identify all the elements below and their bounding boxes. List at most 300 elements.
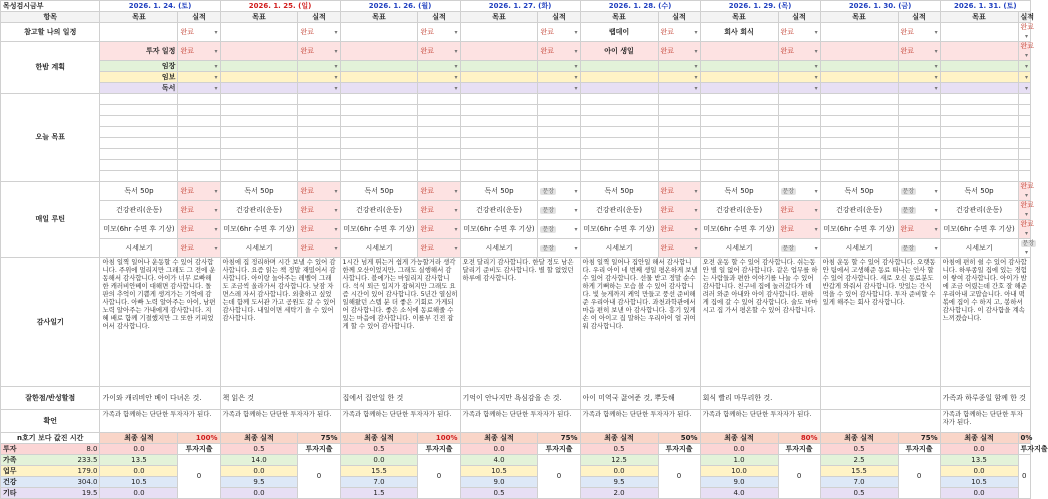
reading-status-cell[interactable] bbox=[538, 83, 580, 94]
today-goal-status[interactable] bbox=[298, 149, 340, 160]
ref-status-cell[interactable] bbox=[538, 23, 580, 42]
today-goal-status[interactable] bbox=[538, 149, 580, 160]
today-goal-cell[interactable] bbox=[100, 105, 178, 116]
sheet-title: 목성검시금부 bbox=[1, 1, 100, 12]
today-goal-cell[interactable] bbox=[700, 94, 778, 105]
imjang-status-cell[interactable] bbox=[898, 61, 940, 72]
imjang-goal-cell[interactable] bbox=[580, 61, 658, 72]
routine-item: 독서 50p bbox=[820, 182, 898, 201]
today-goal-cell[interactable] bbox=[220, 171, 298, 182]
affirmation-text[interactable]: 가족과 함께하는 단단한 투자자가 된다. bbox=[220, 410, 340, 433]
dropdown-arrow-icon: ▾ bbox=[214, 187, 218, 195]
today-goal-cell[interactable] bbox=[460, 138, 538, 149]
affirmation-text[interactable]: 가족과 함께하는 단단한 투자자가 된다. bbox=[700, 410, 820, 433]
date-header: 2026. 1. 28. (수) bbox=[580, 1, 700, 12]
dropdown-arrow-icon: ▾ bbox=[934, 28, 938, 36]
routine-status[interactable] bbox=[298, 201, 340, 220]
today-goal-status[interactable] bbox=[538, 127, 580, 138]
gratitude-text[interactable]: 오전 운동 할 수 있어 감사합니다. 쉬는동안 별 일 없어 감사합니다. 같은 업무를 하는 사람들과 편한 이야기를 나눌 수 있어 감사합니다. 친구네 집에 놀러갔다가 데려러 와준 아내와 아이 감사합니다. 편하게 집에 갈 수 있어 감사합니다. 술도 마마시고 집 가서 평온할 수 있어 감사합니다. bbox=[700, 258, 820, 387]
time-value: 10.0 bbox=[700, 466, 778, 477]
today-goal-status[interactable] bbox=[418, 105, 460, 116]
routine-status[interactable] bbox=[658, 239, 700, 258]
imbo-goal-cell[interactable] bbox=[700, 72, 778, 83]
routine-status[interactable] bbox=[538, 239, 580, 258]
ref-status-cell[interactable] bbox=[298, 23, 340, 42]
routine-status[interactable] bbox=[418, 239, 460, 258]
routine-status[interactable] bbox=[1018, 182, 1035, 201]
imjang-goal-cell[interactable] bbox=[220, 61, 298, 72]
today-goal-status[interactable] bbox=[1018, 149, 1030, 160]
gratitude-text[interactable]: 아침에 편히 쉴 수 있어 감사합니다. 하루종일 집에 있는 경험이 쌓여 감사합니다. 아이가 밤에 조금 어렸는데 간호 잘 해준 우리아내 고맙습니다. 아내 떡볶에 집이 수 하지 고, 봉하셔 감사합니다. 이 감사함을 계속 느끼겠습니다. bbox=[940, 258, 1030, 387]
ref-goal-cell[interactable] bbox=[820, 23, 898, 42]
today-goal-cell[interactable] bbox=[820, 127, 898, 138]
imjang-goal-cell[interactable] bbox=[700, 61, 778, 72]
today-goal-cell[interactable] bbox=[220, 138, 298, 149]
today-goal-status[interactable] bbox=[778, 160, 820, 171]
routine-item: 독서 50p bbox=[700, 182, 778, 201]
routine-status[interactable] bbox=[898, 220, 940, 239]
today-goal-status[interactable] bbox=[778, 149, 820, 160]
reflection-text[interactable]: 가족과 하루종일 함께 한 것 bbox=[940, 387, 1030, 410]
imbo-goal-cell[interactable] bbox=[940, 72, 1018, 83]
today-goal-status[interactable] bbox=[1018, 127, 1030, 138]
reading-goal-cell[interactable] bbox=[580, 83, 658, 94]
invest-schedule-goal-cell[interactable] bbox=[940, 42, 1018, 61]
dropdown-arrow-icon: ▾ bbox=[694, 244, 698, 252]
routine-status[interactable] bbox=[298, 182, 340, 201]
today-goal-cell[interactable] bbox=[580, 127, 658, 138]
reflection-text[interactable]: 책 읽은 것 bbox=[220, 387, 340, 410]
today-goal-cell[interactable] bbox=[340, 160, 418, 171]
imjang-goal-cell[interactable] bbox=[460, 61, 538, 72]
dropdown-arrow-icon: ▾ bbox=[574, 73, 578, 81]
dropdown-arrow-icon: ▾ bbox=[214, 28, 218, 36]
today-goal-status[interactable] bbox=[658, 105, 700, 116]
today-goal-cell[interactable] bbox=[820, 138, 898, 149]
imbo-goal-cell[interactable] bbox=[580, 72, 658, 83]
today-goal-status[interactable] bbox=[1018, 138, 1030, 149]
routine-status[interactable] bbox=[178, 220, 220, 239]
time-value: 2.0 bbox=[580, 488, 658, 499]
dropdown-arrow-icon: ▾ bbox=[574, 62, 578, 70]
ref-goal-cell[interactable] bbox=[340, 23, 418, 42]
affirmation-text[interactable]: 가족과 함께하는 단단한 투자자가 된다. bbox=[460, 410, 580, 433]
today-goal-cell[interactable] bbox=[460, 116, 538, 127]
today-goal-status[interactable] bbox=[418, 94, 460, 105]
today-goal-cell[interactable] bbox=[340, 105, 418, 116]
invest-schedule-goal-cell[interactable] bbox=[700, 42, 778, 61]
today-goal-status[interactable] bbox=[538, 160, 580, 171]
today-goal-cell[interactable] bbox=[820, 149, 898, 160]
today-goal-cell[interactable] bbox=[100, 149, 178, 160]
today-goal-status[interactable] bbox=[178, 160, 220, 171]
routine-status[interactable] bbox=[778, 182, 820, 201]
invest-schedule-status-cell[interactable] bbox=[298, 42, 340, 61]
imjang-status-cell[interactable] bbox=[658, 61, 700, 72]
today-goal-status[interactable] bbox=[418, 149, 460, 160]
today-goal-cell[interactable] bbox=[700, 105, 778, 116]
today-goal-cell[interactable] bbox=[940, 94, 1018, 105]
invest-expense-value[interactable]: 0 bbox=[658, 455, 700, 499]
ref-goal-cell[interactable] bbox=[100, 23, 178, 42]
today-goal-status[interactable] bbox=[1018, 105, 1030, 116]
invest-schedule-label-cell bbox=[100, 42, 178, 61]
today-goal-cell[interactable] bbox=[940, 171, 1018, 182]
reading-status-cell[interactable] bbox=[178, 83, 220, 94]
today-goal-status[interactable] bbox=[178, 149, 220, 160]
routine-status[interactable] bbox=[658, 201, 700, 220]
invest-expense-value[interactable]: 0 bbox=[418, 455, 460, 499]
imbo-goal-cell[interactable] bbox=[340, 72, 418, 83]
routine-item: 건강관리(운동) bbox=[940, 201, 1018, 220]
today-goal-status[interactable] bbox=[658, 94, 700, 105]
invest-expense-value[interactable]: 0 bbox=[1018, 455, 1030, 499]
date-header: 2026. 1. 26. (월) bbox=[340, 1, 460, 12]
ref-status-cell[interactable] bbox=[898, 23, 940, 42]
today-goal-status[interactable] bbox=[298, 160, 340, 171]
today-goal-status[interactable] bbox=[898, 127, 940, 138]
imjang-goal-cell[interactable] bbox=[940, 61, 1018, 72]
today-goal-status[interactable] bbox=[898, 160, 940, 171]
today-goal-status[interactable] bbox=[418, 160, 460, 171]
gratitude-text[interactable]: 아침 운동 할 수 있어 감사합니다. 오랫동안 팀에서 고생해준 동료 떠나는 인사 할 수 있어 감사합니다. 새로 오신 동료분도 반갑게 와줘서 감사합니다. 맛있는 간식 먹을 수 있어 감사합니다. 투자 준비할 수 있게 해주는 회사 감사합니다. bbox=[820, 258, 940, 387]
today-goal-cell[interactable] bbox=[340, 127, 418, 138]
routine-status[interactable] bbox=[538, 182, 580, 201]
today-goal-status[interactable] bbox=[658, 116, 700, 127]
imbo-status-cell[interactable] bbox=[658, 72, 700, 83]
invest-schedule-status-cell[interactable] bbox=[778, 42, 820, 61]
reflection-text[interactable] bbox=[820, 387, 940, 410]
invest-status: 완료 bbox=[660, 46, 675, 55]
ref-goal-cell[interactable] bbox=[940, 23, 1018, 42]
today-goal-cell[interactable] bbox=[100, 160, 178, 171]
routine-status[interactable] bbox=[778, 201, 820, 220]
today-goal-status[interactable] bbox=[898, 94, 940, 105]
today-goal-cell[interactable] bbox=[340, 116, 418, 127]
today-goal-cell[interactable] bbox=[100, 171, 178, 182]
affirmation-label: 확언 bbox=[1, 410, 100, 433]
today-goal-status[interactable] bbox=[298, 138, 340, 149]
imbo-status-cell[interactable] bbox=[298, 72, 340, 83]
today-goal-cell[interactable] bbox=[460, 127, 538, 138]
today-goal-status[interactable] bbox=[778, 171, 820, 182]
today-goal-status[interactable] bbox=[538, 138, 580, 149]
imbo-status-cell[interactable] bbox=[178, 72, 220, 83]
today-goal-status[interactable] bbox=[1018, 116, 1030, 127]
gratitude-text[interactable]: 아침에 집 정리하며 시간 보낼 수 있어 감사합니다. 요즘 읽는 책 정말 재밌어서 감사합니다. 아이랑 놀아주는 레벨이 그래도 조금씩 올라가서 감사합니다. 낮잠 자면스레 자서 감사합니다. 외출하고 싶었는데 함께 도서관 가고 공원도 갈 수 있어 감사합니다. 내일이면 세탁기 을 수 있어 감사합니다. bbox=[220, 258, 340, 387]
today-goal-cell[interactable] bbox=[100, 116, 178, 127]
today-goal-status[interactable] bbox=[178, 116, 220, 127]
ref-status-cell[interactable] bbox=[1018, 23, 1035, 42]
reading-status-cell[interactable] bbox=[1018, 83, 1030, 94]
invest-expense-value[interactable]: 0 bbox=[538, 455, 580, 499]
invest-expense-value[interactable]: 0 bbox=[178, 455, 220, 499]
today-goal-status[interactable] bbox=[658, 171, 700, 182]
today-goal-cell[interactable] bbox=[820, 171, 898, 182]
dropdown-arrow-icon: ▾ bbox=[454, 62, 458, 70]
time-value: 0.0 bbox=[940, 488, 1018, 499]
routine-status[interactable] bbox=[1018, 201, 1035, 220]
today-goal-status[interactable] bbox=[898, 171, 940, 182]
today-goal-status[interactable] bbox=[538, 94, 580, 105]
routine-status[interactable] bbox=[178, 201, 220, 220]
today-goal-status[interactable] bbox=[898, 149, 940, 160]
today-goal-cell[interactable] bbox=[100, 127, 178, 138]
today-goal-cell[interactable] bbox=[700, 138, 778, 149]
today-goal-cell[interactable] bbox=[460, 105, 538, 116]
today-goal-status[interactable] bbox=[178, 127, 220, 138]
ref-status-cell[interactable] bbox=[658, 23, 700, 42]
today-goal-cell[interactable] bbox=[460, 149, 538, 160]
today-goal-status[interactable] bbox=[1018, 171, 1030, 182]
today-goal-status[interactable] bbox=[778, 127, 820, 138]
today-goal-status[interactable] bbox=[178, 138, 220, 149]
routine-status[interactable] bbox=[658, 220, 700, 239]
invest-schedule-status-cell[interactable] bbox=[658, 42, 700, 61]
today-goal-cell[interactable] bbox=[820, 160, 898, 171]
date-header: 2026. 1. 25. (일) bbox=[220, 1, 340, 12]
invest-schedule-status-cell[interactable] bbox=[538, 42, 580, 61]
today-goal-status[interactable] bbox=[778, 138, 820, 149]
today-goal-cell[interactable] bbox=[340, 171, 418, 182]
today-goal-status[interactable] bbox=[898, 105, 940, 116]
today-goal-status[interactable] bbox=[658, 160, 700, 171]
invest-schedule-status-cell[interactable] bbox=[898, 42, 940, 61]
today-goal-cell[interactable] bbox=[940, 127, 1018, 138]
today-goal-status[interactable] bbox=[178, 94, 220, 105]
invest-expense-value[interactable]: 0 bbox=[298, 455, 340, 499]
reading-status-cell[interactable] bbox=[778, 83, 820, 94]
imbo-goal-cell[interactable] bbox=[820, 72, 898, 83]
imjang-status-cell[interactable] bbox=[778, 61, 820, 72]
today-goal-cell[interactable] bbox=[340, 149, 418, 160]
today-goal-status[interactable] bbox=[778, 116, 820, 127]
today-goal-cell[interactable] bbox=[820, 116, 898, 127]
reflection-text[interactable]: 가이와 캐리비안 베이 다녀온 것. bbox=[100, 387, 220, 410]
today-goal-status[interactable] bbox=[658, 138, 700, 149]
today-goal-cell[interactable] bbox=[460, 160, 538, 171]
invest-schedule-status-cell[interactable] bbox=[418, 42, 460, 61]
routine-status[interactable] bbox=[778, 220, 820, 239]
today-goal-status[interactable] bbox=[538, 116, 580, 127]
today-goal-status[interactable] bbox=[298, 116, 340, 127]
today-goal-cell[interactable] bbox=[220, 127, 298, 138]
ref-goal-cell[interactable]: 회사 회식 bbox=[700, 23, 778, 42]
today-goal-status[interactable] bbox=[298, 94, 340, 105]
today-goal-status[interactable] bbox=[178, 105, 220, 116]
today-goal-cell[interactable] bbox=[580, 149, 658, 160]
routine-status-value: 완료 bbox=[660, 243, 675, 252]
today-goal-cell[interactable] bbox=[100, 94, 178, 105]
routine-status[interactable] bbox=[418, 182, 460, 201]
today-goal-status[interactable] bbox=[1018, 94, 1030, 105]
today-goal-status[interactable] bbox=[418, 138, 460, 149]
ref-status-cell[interactable] bbox=[178, 23, 220, 42]
dropdown-arrow-icon: ▾ bbox=[1024, 249, 1028, 256]
final-actual-label bbox=[340, 433, 418, 444]
affirmation-text[interactable]: 가족과 함께하는 단단한 투자자가 된다. bbox=[580, 410, 700, 433]
today-goal-cell[interactable] bbox=[340, 94, 418, 105]
ref-status-cell[interactable] bbox=[418, 23, 460, 42]
today-goal-status[interactable] bbox=[418, 116, 460, 127]
today-goal-cell[interactable] bbox=[580, 105, 658, 116]
invest-expense-value[interactable]: 0 bbox=[778, 455, 820, 499]
imbo-status-cell[interactable] bbox=[418, 72, 460, 83]
reflection-text[interactable]: 회식 빨리 마무리한 것. bbox=[700, 387, 820, 410]
today-goal-cell[interactable] bbox=[700, 160, 778, 171]
routine-status[interactable] bbox=[1018, 239, 1035, 258]
today-goal-cell[interactable] bbox=[220, 94, 298, 105]
today-goal-status[interactable] bbox=[658, 149, 700, 160]
gratitude-text[interactable]: 아침 일찍 일어나 운동할 수 있어 감사합니다. 주위에 멀리지만 그래도 그 전에 운동해서 감사합니다. 아이가 너무 로빠해한 캐러비안베이 대해면 감사합니다. 돌판의 추억이 기쁨게 생겨가는 기억에 감사합니다. 아빠 노력 알아주는 아이, 남편 노력 알아주는 가내에게 감사합니다. 지혜 배로 함께 기절했지만 그 또한 키피었어서 감사합니다. bbox=[100, 258, 220, 387]
routine-status[interactable] bbox=[898, 182, 940, 201]
routine-status[interactable] bbox=[418, 220, 460, 239]
affirmation-text[interactable]: 가족과 함께하는 단단한 투자자가 된다. bbox=[100, 410, 220, 433]
today-goal-cell[interactable] bbox=[940, 138, 1018, 149]
reading-goal-cell[interactable] bbox=[460, 83, 538, 94]
percent-cell: 0% bbox=[1018, 433, 1030, 444]
routine-status[interactable] bbox=[178, 182, 220, 201]
today-goal-cell[interactable] bbox=[580, 116, 658, 127]
invest-schedule-goal-cell[interactable]: 아이 생일 bbox=[580, 42, 658, 61]
routine-item: 미모(6hr 수면 후 기상) bbox=[580, 220, 658, 239]
today-goal-status[interactable] bbox=[298, 105, 340, 116]
ref-goal-cell[interactable] bbox=[460, 23, 538, 42]
affirmation-text[interactable] bbox=[820, 410, 940, 433]
dropdown-arrow-icon: ▾ bbox=[454, 47, 458, 55]
imjang-status-cell[interactable] bbox=[1018, 61, 1030, 72]
today-goal-cell[interactable] bbox=[940, 149, 1018, 160]
today-goal-status[interactable] bbox=[1018, 160, 1030, 171]
today-goal-cell[interactable] bbox=[580, 160, 658, 171]
routine-status[interactable] bbox=[898, 239, 940, 258]
today-goal-cell[interactable] bbox=[700, 127, 778, 138]
today-goal-cell[interactable] bbox=[940, 116, 1018, 127]
today-goal-cell[interactable] bbox=[940, 160, 1018, 171]
today-goal-cell[interactable] bbox=[700, 171, 778, 182]
invest-expense-label: 투자지출 bbox=[658, 444, 700, 455]
reading-status-cell[interactable] bbox=[898, 83, 940, 94]
today-goal-cell[interactable] bbox=[100, 138, 178, 149]
routine-status[interactable] bbox=[298, 239, 340, 258]
today-goal-status[interactable] bbox=[658, 127, 700, 138]
today-goal-cell[interactable] bbox=[220, 160, 298, 171]
routine-status[interactable] bbox=[898, 201, 940, 220]
imjang-goal-cell[interactable] bbox=[340, 61, 418, 72]
affirmation-text[interactable]: 가족과 함께하는 단단한 투자자가 된다. bbox=[340, 410, 460, 433]
imjang-status-cell[interactable] bbox=[538, 61, 580, 72]
routine-status[interactable] bbox=[538, 220, 580, 239]
gratitude-text[interactable]: 오전 달리기 감사합니다. 한달 정도 남은 달리기 준비도 감사합니다. 별 할 없었던 하루에 감사합니다. bbox=[460, 258, 580, 387]
gratitude-text[interactable]: 아침 일찍 일어나 집안일 해서 감사합니다. 우리 아이 네 번째 생일 평온하게 보낼 수 있어 감사합니다. 선물 받고 정말 순수하게 기뻐하는 모습 볼 수 있어 감사합니다. 빛 늦게까지 케익 만들고 풍선 준비해준 우리아내 감사합니다. 과천과학관에서 마음 편히 보낸 아 감사합니다. 흥기 있게 손 이 아이고 집 말하는 우리아이 얼 귀여워 감사합니다. bbox=[580, 258, 700, 387]
today-goal-cell[interactable] bbox=[220, 116, 298, 127]
invest-schedule-goal-cell[interactable] bbox=[220, 42, 298, 61]
routine-item: 건강관리(운동) bbox=[580, 201, 658, 220]
today-goal-status[interactable] bbox=[898, 116, 940, 127]
routine-status[interactable] bbox=[298, 220, 340, 239]
today-goal-cell[interactable] bbox=[340, 138, 418, 149]
routine-status[interactable] bbox=[1018, 220, 1035, 239]
imjang-status-cell[interactable] bbox=[298, 61, 340, 72]
imbo-goal-cell[interactable] bbox=[460, 72, 538, 83]
today-goal-cell[interactable] bbox=[460, 171, 538, 182]
reading-status-cell[interactable] bbox=[658, 83, 700, 94]
ref-status-cell[interactable] bbox=[778, 23, 820, 42]
today-goal-cell[interactable] bbox=[820, 94, 898, 105]
reading-goal-cell[interactable] bbox=[700, 83, 778, 94]
today-goal-status[interactable] bbox=[538, 171, 580, 182]
today-goal-cell[interactable] bbox=[580, 94, 658, 105]
today-goal-status[interactable] bbox=[778, 105, 820, 116]
invest-schedule-status-cell[interactable] bbox=[1018, 42, 1035, 61]
imjang-goal-cell[interactable] bbox=[820, 61, 898, 72]
routine-status[interactable] bbox=[418, 201, 460, 220]
today-goal-cell[interactable] bbox=[220, 149, 298, 160]
routine-status[interactable] bbox=[538, 201, 580, 220]
reflection-text[interactable]: 집에서 집안일 한 것 bbox=[340, 387, 460, 410]
routine-status[interactable] bbox=[178, 239, 220, 258]
reading-status-cell[interactable] bbox=[298, 83, 340, 94]
imbo-goal-cell[interactable] bbox=[220, 72, 298, 83]
routine-status[interactable] bbox=[778, 239, 820, 258]
reading-status-cell[interactable] bbox=[418, 83, 460, 94]
invest-schedule-goal-cell[interactable] bbox=[340, 42, 418, 61]
dropdown-arrow-icon: ▾ bbox=[574, 225, 578, 233]
reflection-text[interactable]: 아이 미역국 끓여준 것, 뿌듯해 bbox=[580, 387, 700, 410]
today-goal-cell[interactable] bbox=[580, 138, 658, 149]
item-header: 항목 bbox=[1, 12, 100, 23]
today-goal-cell[interactable] bbox=[220, 105, 298, 116]
reading-goal-cell[interactable] bbox=[340, 83, 418, 94]
reading-goal-cell[interactable] bbox=[820, 83, 898, 94]
gratitude-text[interactable]: 1시간 넘게 뛰는거 쉽게 가능할거라 생각한께 오산이었지만, 그래도 실행해서 감사합니다. 블에가는 마일리지 감사합니다. 석식 퇴근 입지가 잡혀지만 그래도 요즘 시간이 있어 감사합니다. 5년간 열심히 일해왔던 스텝 분 더 좋은 기회로 가게되어 감사합니다. 좋은 소식에 동료해줄 수 있는 마음에 감사합니다. 이를부 긴전 잡게 할 수 있어 감사합니다. bbox=[340, 258, 460, 387]
imbo-status-cell[interactable] bbox=[778, 72, 820, 83]
ref-goal-cell[interactable] bbox=[220, 23, 298, 42]
routine-status[interactable] bbox=[658, 182, 700, 201]
ref-goal-cell[interactable]: 랩데이 bbox=[580, 23, 658, 42]
today-goal-status[interactable] bbox=[178, 171, 220, 182]
today-goal-cell[interactable] bbox=[940, 105, 1018, 116]
today-goal-cell[interactable] bbox=[700, 149, 778, 160]
today-goal-status[interactable] bbox=[898, 138, 940, 149]
reflection-text[interactable]: 기억이 안나지만 욕심감을 손 것. bbox=[460, 387, 580, 410]
affirmation-text[interactable]: 가족과 함께하는 단단한 투자자가 된다. bbox=[940, 410, 1030, 433]
invest-schedule-goal-cell[interactable] bbox=[460, 42, 538, 61]
reading-goal-cell[interactable] bbox=[940, 83, 1018, 94]
today-goal-cell[interactable] bbox=[460, 94, 538, 105]
invest-schedule-goal-cell[interactable] bbox=[820, 42, 898, 61]
invest-schedule-status-cell[interactable] bbox=[178, 42, 220, 61]
imjang-status-cell[interactable] bbox=[418, 61, 460, 72]
invest-expense-value[interactable]: 0 bbox=[898, 455, 940, 499]
today-goal-status[interactable] bbox=[298, 171, 340, 182]
today-goal-cell[interactable] bbox=[580, 171, 658, 182]
imbo-status-cell[interactable] bbox=[898, 72, 940, 83]
imjang-status-cell[interactable] bbox=[178, 61, 220, 72]
routine-status-value: 문장 bbox=[782, 187, 795, 195]
dropdown-arrow-icon: ▾ bbox=[574, 47, 578, 55]
reading-goal-cell[interactable] bbox=[220, 83, 298, 94]
today-goal-status[interactable] bbox=[298, 127, 340, 138]
today-goal-status[interactable] bbox=[418, 171, 460, 182]
today-goal-cell[interactable] bbox=[820, 105, 898, 116]
imbo-status-cell[interactable] bbox=[1018, 72, 1030, 83]
today-goal-status[interactable] bbox=[418, 127, 460, 138]
today-goal-cell[interactable] bbox=[700, 116, 778, 127]
imbo-status-cell[interactable] bbox=[538, 72, 580, 83]
today-goal-status[interactable] bbox=[538, 105, 580, 116]
today-goal-status[interactable] bbox=[778, 94, 820, 105]
